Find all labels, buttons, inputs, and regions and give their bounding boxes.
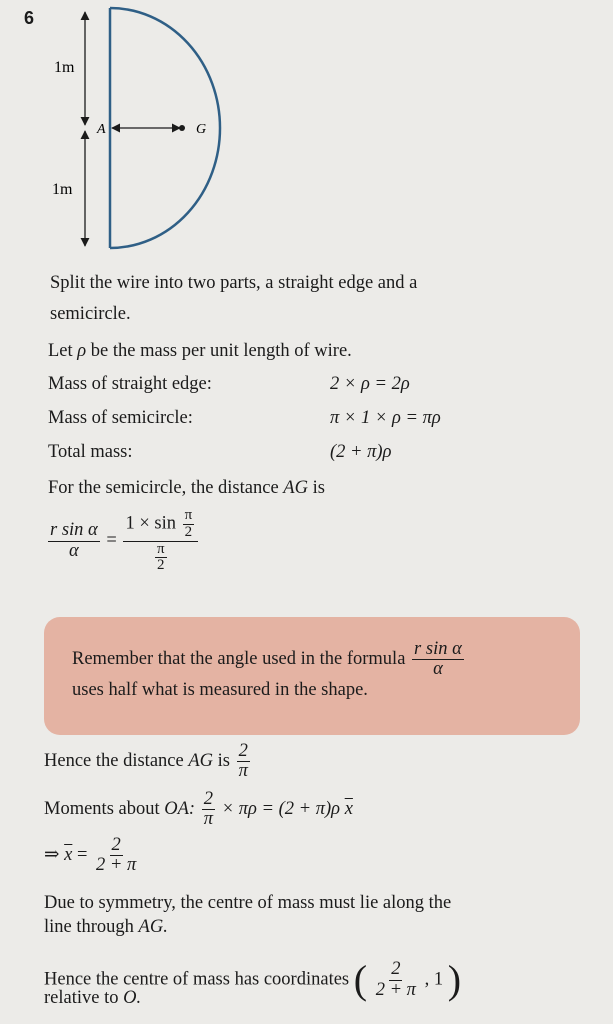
label-point-g: G: [196, 122, 207, 137]
callout-formula: [412, 640, 464, 680]
for-semicircle-prefix: For the semicircle, the distance: [48, 478, 279, 498]
hence-ag-den: π: [238, 761, 248, 782]
formula-rhs-num-prefix: 1 × sin: [125, 513, 176, 534]
moments-fraction: [202, 790, 215, 830]
for-semicircle-line: [48, 478, 325, 499]
inner-two: 2: [184, 523, 193, 540]
xbar-equals: =: [76, 845, 88, 866]
formula-rhs-den: [151, 542, 171, 575]
ag-symbol: AG: [283, 478, 308, 498]
let-prefix: Let: [48, 341, 73, 361]
moments-rest: × πρ = (2 + π)ρ: [221, 799, 341, 820]
formula-lhs-num: r sin α: [50, 520, 98, 541]
moments-oa: OA:: [164, 799, 196, 820]
symmetry-prefix: line through: [44, 917, 134, 937]
hence-is: is: [217, 751, 230, 772]
formula-rhs-inner-fraction: [183, 508, 195, 541]
coords-den: 2 + π: [375, 979, 416, 1000]
let-rho-line: [48, 341, 352, 362]
formula-rhs-den-fraction: [155, 542, 167, 575]
semicircle-expr: π × 1 × ρ = πρ: [330, 408, 441, 428]
label-1m-top: 1m: [54, 59, 75, 76]
hence-ag-num: 2: [238, 741, 248, 761]
formula-line: [46, 508, 200, 574]
moments-xbar: $\overline{x}$: [344, 799, 353, 820]
label-1m-bottom: 1m: [52, 181, 73, 198]
semicircle-label: Mass of semicircle:: [48, 408, 193, 428]
intro-line-1: Split the wire into two parts, a straight edge and a: [50, 273, 418, 293]
let-suffix: be the mass per unit length of wire.: [90, 341, 352, 361]
relative-o: O.: [123, 988, 142, 1008]
intro-line-2: semicircle.: [50, 304, 131, 324]
den-two: 2: [157, 557, 165, 574]
moments-num: 2: [203, 789, 213, 809]
inner-pi: π: [184, 507, 193, 523]
callout-line-1: [72, 640, 466, 680]
straight-edge-label: Mass of straight edge:: [48, 374, 212, 394]
formula-lhs-den: α: [69, 540, 79, 561]
hence-ag: AG: [188, 751, 214, 772]
callout-formula-den: α: [433, 659, 443, 680]
formula-rhs-num: [123, 508, 198, 542]
label-point-a: A: [97, 122, 106, 137]
question-number: 6: [24, 8, 35, 28]
coords-open-paren: (: [353, 957, 368, 1002]
coords-y: 1: [433, 969, 444, 990]
coords-fraction: [374, 960, 418, 1000]
den-pi: π: [157, 540, 165, 557]
callout-text-1: Remember that the angle used in the formula: [72, 649, 406, 670]
callout-line-2: uses half what is measured in the shape.: [72, 680, 368, 700]
relative-prefix: relative to: [44, 988, 119, 1008]
total-mass-label: Total mass:: [48, 442, 133, 462]
total-mass-expr: (2 + π)ρ: [330, 442, 392, 462]
formula-lhs-fraction: [48, 521, 100, 561]
hence-prefix: Hence the distance: [44, 751, 184, 772]
xbar-line: [44, 836, 140, 876]
relative-line: [44, 988, 141, 1009]
symmetry-ag: AG.: [138, 917, 168, 937]
hence-distance-line: [44, 742, 252, 782]
point-g-dot: [179, 125, 185, 131]
moments-den: π: [203, 809, 213, 830]
hence-ag-fraction: [237, 742, 250, 782]
is-word: is: [312, 478, 325, 498]
xbar-den: 2 + π: [96, 855, 137, 876]
xbar-symbol: $\overline{x}$: [64, 845, 73, 866]
coords-close-paren: ): [447, 957, 462, 1002]
xbar-fraction: [94, 836, 138, 876]
formula-equals: =: [106, 530, 117, 551]
implies-arrow: ⇒: [44, 845, 60, 866]
symmetry-line-2: [44, 917, 168, 938]
semicircle-wire-diagram: [40, 0, 260, 262]
callout-formula-num: r sin α: [414, 639, 462, 659]
coords-num: 2: [391, 959, 401, 980]
straight-edge-expr: 2 × ρ = 2ρ: [330, 374, 410, 394]
moments-prefix: Moments about: [44, 799, 160, 820]
xbar-num: 2: [111, 835, 121, 855]
symmetry-line-1: Due to symmetry, the centre of mass must lie along the: [44, 893, 452, 913]
coords-sep: ,: [424, 969, 430, 990]
rho-symbol: ρ: [77, 341, 87, 361]
coords-text: Hence the centre of mass has coordinates: [44, 969, 350, 990]
moments-line: [44, 790, 353, 830]
formula-rhs-fraction: [123, 508, 198, 574]
